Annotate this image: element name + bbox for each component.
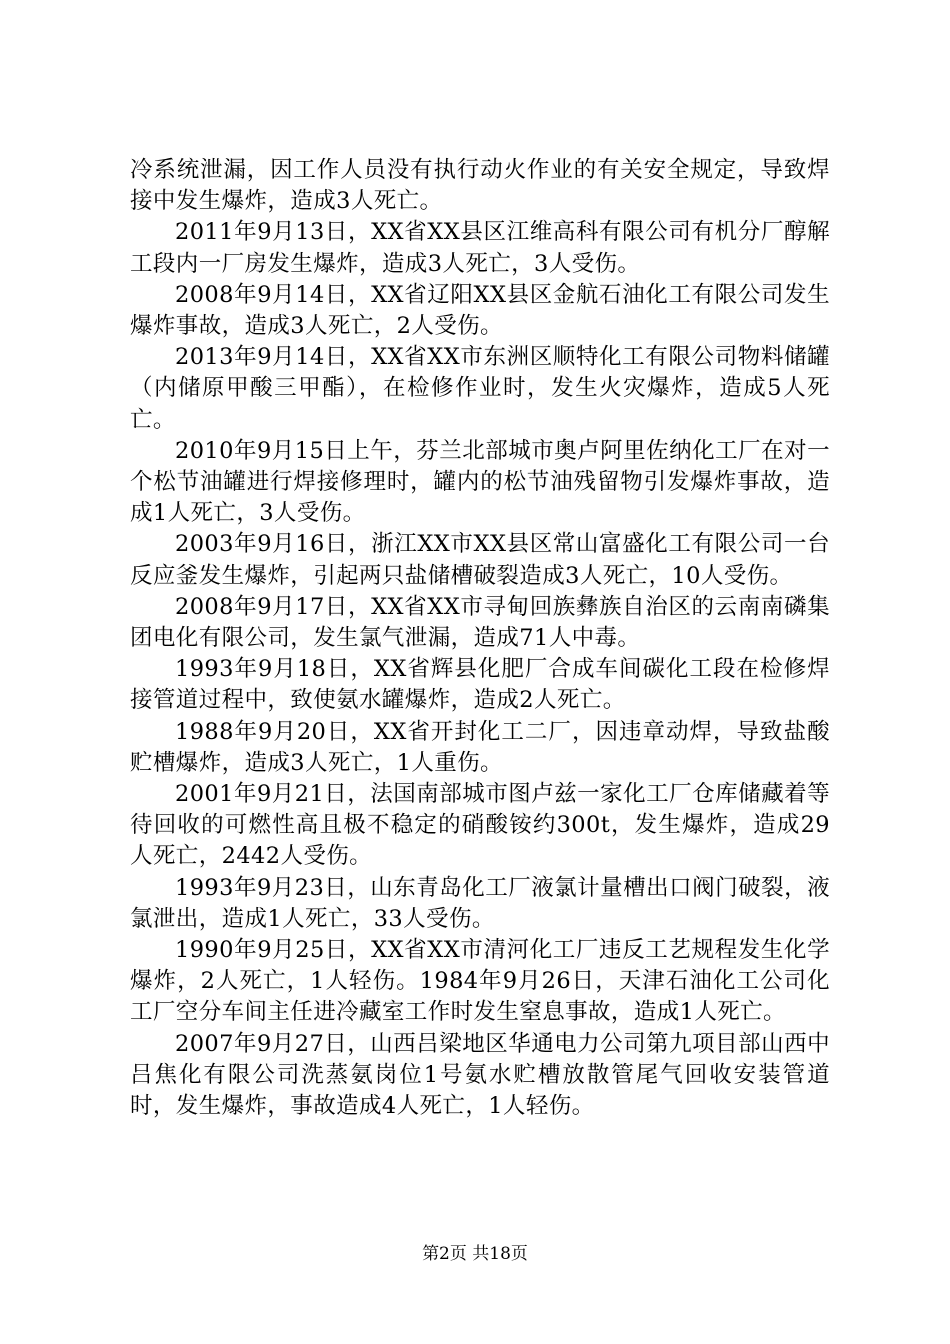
paragraph: 2008年9月14日，XX省辽阳XX县区金航石油化工有限公司发生爆炸事故，造成3人死亡，2人受伤。 [130,281,830,340]
paragraph: 2003年9月16日，浙江XX市XX县区常山富盛化工有限公司一台反应釜发生爆炸，引起两只盐储槽破裂造成3人死亡，10人受伤。 [130,531,830,589]
paragraph: 2001年9月21日，法国南部城市图卢兹一家化工厂仓库储藏着等待回收的可燃性高且极不稳定的硝酸铵约300t，发生爆炸，造成29人死亡，2442人受伤。 [130,781,830,870]
paragraph: 1993年9月23日，山东青岛化工厂液氯计量槽出口阀门破裂，液氯泄出，造成1人死亡，33人受伤。 [130,874,830,932]
paragraph: 2010年9月15日上午，芬兰北部城市奥卢阿里佐纳化工厂在对一个松节油罐进行焊接修理时，罐内的松节油残留物引发爆炸事故，造成1人死亡，3人受伤。 [130,437,830,527]
paragraph: 1990年9月25日，XX省XX市清河化工厂违反工艺规程发生化学爆炸，2人死亡，1人轻伤。1984年9月26日，天津石油化工公司化工厂空分车间主任进冷藏室工作时发生窒息事故，造成1人死亡。 [130,937,830,1026]
paragraph: 1993年9月18日，XX省辉县化肥厂合成车间碳化工段在检修焊接管道过程中，致使氨水罐爆炸，造成2人死亡。 [130,656,830,714]
paragraph: 2013年9月14日，XX省XX市东洲区顺特化工有限公司物料储罐（内储原甲酸三甲酯），在检修作业时，发生火灾爆炸，造成5人死亡。 [130,344,830,433]
paragraph: 2007年9月27日，山西吕梁地区华通电力公司第九项目部山西中吕焦化有限公司洗蒸氨岗位1号氨水贮槽放散管尾气回收安装管道时，发生爆炸，事故造成4人死亡，1人轻伤。 [130,1030,830,1120]
paragraph: 2008年9月17日，XX省XX市寻甸回族彝族自治区的云南南磷集团电化有限公司，发生氯气泄漏，造成71人中毒。 [130,593,830,652]
document-body [130,155,830,1122]
paragraph-continuation: 冷系统泄漏，因工作人员没有执行动火作业的有关安全规定，导致焊接中发生爆炸，造成3人死亡。 [130,157,830,215]
page-number: 第2页 共18页 [422,1244,528,1264]
paragraph: 2011年9月13日，XX省XX县区江维高科有限公司有机分厂醇解工段内一厂房发生爆炸，造成3人死亡，3人受伤。 [130,219,830,277]
page-footer [0,1244,950,1264]
paragraph: 1988年9月20日，XX省开封化工二厂，因违章动焊，导致盐酸贮槽爆炸，造成3人死亡，1人重伤。 [130,718,830,776]
